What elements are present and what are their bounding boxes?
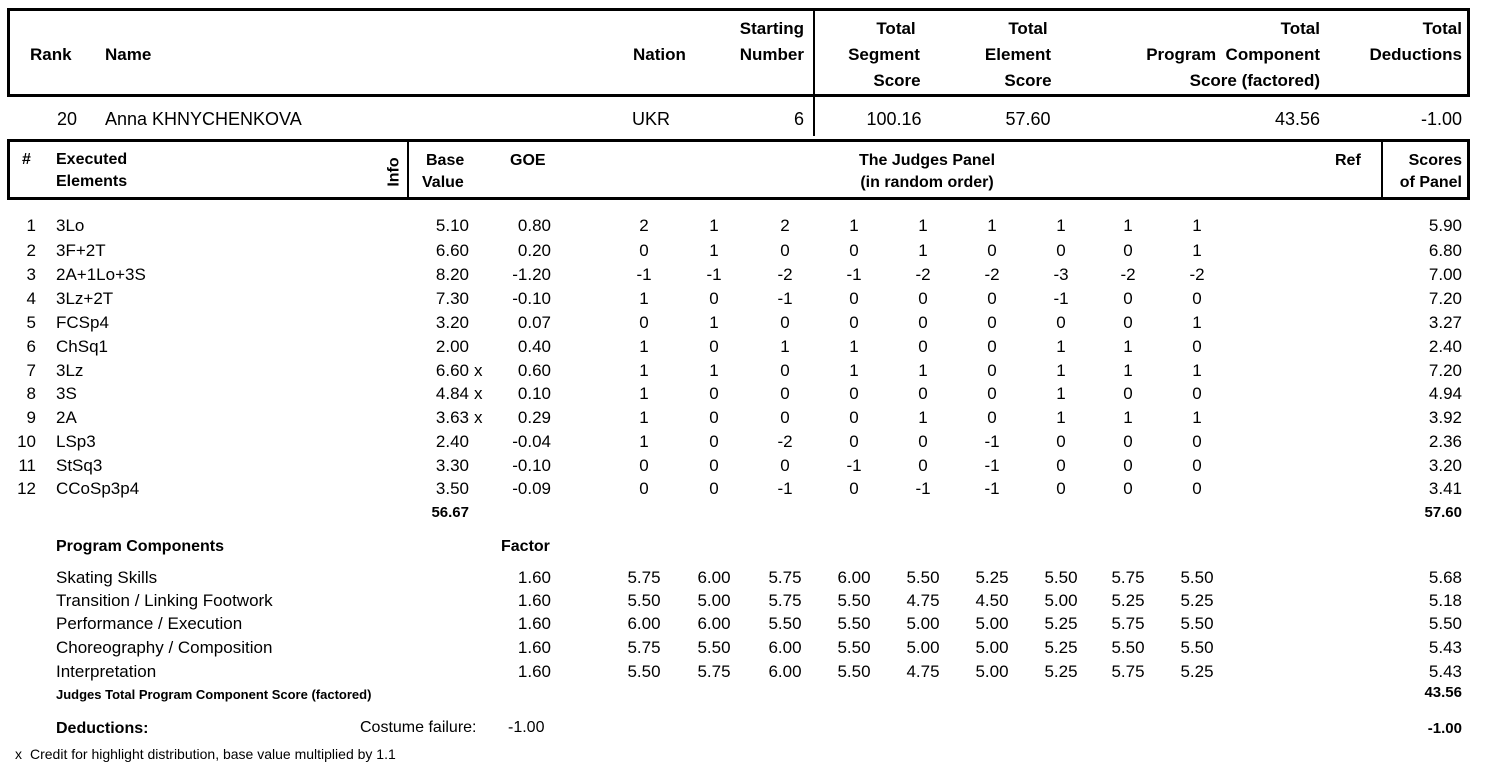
footnote-text: Credit for highlight distribution, base value multiplied by 1.1 bbox=[30, 746, 396, 762]
element-number: 8 bbox=[26, 384, 36, 403]
judge-score: 0 bbox=[709, 456, 719, 475]
judge-score: 0 bbox=[1192, 384, 1202, 403]
element-panel-score: 3.92 bbox=[1428, 408, 1462, 427]
info-header: Info bbox=[385, 157, 403, 187]
component-judge-score: 5.25 bbox=[1044, 614, 1078, 633]
judge-score: -2 bbox=[1120, 265, 1136, 284]
element-name: CCoSp3p4 bbox=[56, 479, 140, 498]
element-panel-score: 6.80 bbox=[1428, 241, 1462, 260]
judge-score: 1 bbox=[1192, 408, 1202, 427]
base-value-header-1: Base bbox=[426, 152, 465, 169]
judge-score: 1 bbox=[918, 408, 928, 427]
component-judge-score: 5.75 bbox=[627, 568, 661, 587]
judge-score: 0 bbox=[987, 289, 997, 308]
element-base-value: 3.20 bbox=[435, 313, 469, 332]
element-number: 6 bbox=[26, 337, 36, 356]
component-name: Skating Skills bbox=[56, 568, 158, 587]
component-judge-score: 5.75 bbox=[697, 662, 731, 681]
judge-score: 1 bbox=[1056, 216, 1066, 235]
element-panel-score: 5.90 bbox=[1428, 216, 1462, 235]
judge-score: 0 bbox=[780, 313, 790, 332]
component-judge-score: 5.00 bbox=[975, 614, 1009, 633]
elements-header-box bbox=[7, 139, 1470, 200]
judge-score: 1 bbox=[639, 408, 649, 427]
component-judge-score: 6.00 bbox=[768, 638, 802, 657]
judge-score: 1 bbox=[709, 313, 719, 332]
component-judge-score: 5.00 bbox=[1044, 591, 1078, 610]
component-judge-score: 5.50 bbox=[837, 662, 871, 681]
component-judge-score: 5.00 bbox=[906, 614, 940, 633]
judge-score: 0 bbox=[918, 289, 928, 308]
deductions-total: -1.00 bbox=[1427, 720, 1462, 737]
component-judge-score: 5.75 bbox=[768, 591, 802, 610]
component-judge-score: 5.50 bbox=[906, 568, 940, 587]
component-panel-score: 5.18 bbox=[1428, 591, 1462, 610]
component-judge-score: 4.75 bbox=[906, 662, 940, 681]
judge-score: -1 bbox=[1053, 289, 1069, 308]
judge-score: 0 bbox=[849, 289, 859, 308]
component-judge-score: 5.50 bbox=[837, 614, 871, 633]
judge-score: -1 bbox=[777, 479, 793, 498]
judge-score: 0 bbox=[1192, 289, 1202, 308]
judge-score: -1 bbox=[777, 289, 793, 308]
skater-name: Anna KHNYCHENKOVA bbox=[105, 109, 302, 129]
judge-score: 0 bbox=[780, 408, 790, 427]
executed-header-2: Elements bbox=[56, 173, 128, 190]
component-panel-score: 5.68 bbox=[1428, 568, 1462, 587]
element-panel-score: 7.20 bbox=[1428, 289, 1462, 308]
judge-score: 0 bbox=[987, 313, 997, 332]
component-factor: 1.60 bbox=[517, 568, 551, 587]
tes-header-1: Total bbox=[1008, 19, 1048, 38]
element-goe: -0.10 bbox=[512, 456, 551, 475]
judge-score: 0 bbox=[849, 313, 859, 332]
pcs-header-3: Score (factored) bbox=[1189, 71, 1320, 90]
judge-score: 0 bbox=[1123, 479, 1133, 498]
judge-score: 0 bbox=[1056, 432, 1066, 451]
judge-score: 0 bbox=[849, 432, 859, 451]
judge-score: 0 bbox=[918, 432, 928, 451]
judge-score: 0 bbox=[918, 313, 928, 332]
component-judge-score: 4.75 bbox=[906, 591, 940, 610]
element-name: FCSp4 bbox=[56, 313, 109, 332]
component-name: Choreography / Composition bbox=[56, 638, 273, 657]
element-goe: -0.09 bbox=[512, 479, 551, 498]
judge-score: 0 bbox=[987, 241, 997, 260]
judge-score: 0 bbox=[709, 408, 719, 427]
element-name: ChSq1 bbox=[56, 337, 108, 356]
judge-score: -1 bbox=[915, 479, 931, 498]
skater-total-element-score: 57.60 bbox=[1005, 109, 1051, 129]
component-judge-score: 5.00 bbox=[975, 638, 1009, 657]
pcs-header-2: Program Component bbox=[1146, 45, 1320, 64]
judge-score: -1 bbox=[984, 479, 1000, 498]
judge-score: 0 bbox=[780, 456, 790, 475]
judge-score: -1 bbox=[846, 456, 862, 475]
element-panel-score: 2.40 bbox=[1428, 337, 1462, 356]
components-total-value: 43.56 bbox=[1424, 684, 1462, 701]
judge-score: 1 bbox=[849, 216, 859, 235]
judge-score: -1 bbox=[984, 432, 1000, 451]
element-goe: 0.40 bbox=[517, 337, 551, 356]
judge-score: 1 bbox=[1192, 241, 1202, 260]
component-judge-score: 5.25 bbox=[1044, 662, 1078, 681]
component-judge-score: 6.00 bbox=[768, 662, 802, 681]
judge-score: 0 bbox=[1123, 456, 1133, 475]
element-name: 3Lz+2T bbox=[56, 289, 114, 308]
component-judge-score: 5.75 bbox=[768, 568, 802, 587]
judge-score: 0 bbox=[987, 337, 997, 356]
component-panel-score: 5.50 bbox=[1428, 614, 1462, 633]
judge-score: 0 bbox=[1123, 313, 1133, 332]
element-base-value: 3.63 bbox=[435, 408, 469, 427]
judge-score: 0 bbox=[1056, 241, 1066, 260]
judge-score: 0 bbox=[1192, 432, 1202, 451]
elements-header-divider-left bbox=[407, 139, 409, 200]
judge-score: 0 bbox=[709, 337, 719, 356]
element-goe: -1.20 bbox=[512, 265, 551, 284]
judge-score: 0 bbox=[639, 479, 649, 498]
scores-of-panel-header-2: of Panel bbox=[1399, 174, 1462, 191]
component-judge-score: 5.00 bbox=[697, 591, 731, 610]
component-judge-score: 6.00 bbox=[837, 568, 871, 587]
judge-score: 1 bbox=[1123, 361, 1133, 380]
judge-score: 1 bbox=[780, 337, 790, 356]
scores-of-panel-total: 57.60 bbox=[1424, 504, 1462, 521]
element-goe: 0.07 bbox=[517, 313, 551, 332]
element-number: 4 bbox=[26, 289, 36, 308]
judge-score: 1 bbox=[639, 289, 649, 308]
judge-score: 0 bbox=[1123, 432, 1133, 451]
judge-score: 1 bbox=[639, 361, 649, 380]
judge-score: -3 bbox=[1053, 265, 1069, 284]
deductions-header-1: Total bbox=[1422, 19, 1462, 38]
judge-score: -2 bbox=[915, 265, 931, 284]
judge-score: -2 bbox=[777, 432, 793, 451]
tss-header-1: Total bbox=[876, 19, 916, 38]
judge-score: 0 bbox=[1123, 384, 1133, 403]
judge-score: 0 bbox=[709, 479, 719, 498]
judge-score: 0 bbox=[1123, 241, 1133, 260]
name-header: Name bbox=[105, 45, 152, 64]
element-base-value: 4.84 bbox=[435, 384, 469, 403]
judge-score: 1 bbox=[1123, 337, 1133, 356]
judge-score: -2 bbox=[777, 265, 793, 284]
judge-score: 0 bbox=[849, 408, 859, 427]
program-components-title: Program Components bbox=[56, 538, 225, 555]
skater-total-pcs: 43.56 bbox=[1274, 109, 1320, 129]
skater-nation: UKR bbox=[632, 109, 671, 129]
element-goe: 0.20 bbox=[517, 241, 551, 260]
element-x-marker: x bbox=[474, 361, 483, 380]
component-judge-score: 4.50 bbox=[975, 591, 1009, 610]
judge-score: 0 bbox=[709, 384, 719, 403]
num-header: # bbox=[22, 151, 31, 168]
judge-score: 1 bbox=[1192, 361, 1202, 380]
judge-score: 1 bbox=[918, 361, 928, 380]
element-goe: 0.80 bbox=[517, 216, 551, 235]
judge-score: 1 bbox=[709, 241, 719, 260]
component-judge-score: 5.25 bbox=[975, 568, 1009, 587]
goe-header: GOE bbox=[510, 152, 546, 169]
judge-score: 1 bbox=[1056, 337, 1066, 356]
judge-score: 1 bbox=[987, 216, 997, 235]
judge-score: 1 bbox=[639, 337, 649, 356]
judges-panel-header-2: (in random order) bbox=[860, 174, 994, 191]
judge-score: 2 bbox=[639, 216, 649, 235]
deductions-label: Deductions: bbox=[56, 720, 149, 737]
component-judge-score: 5.75 bbox=[627, 638, 661, 657]
component-factor: 1.60 bbox=[517, 662, 551, 681]
judge-score: 1 bbox=[1192, 216, 1202, 235]
element-base-value: 6.60 bbox=[435, 241, 469, 260]
element-panel-score: 4.94 bbox=[1428, 384, 1462, 403]
executed-header-1: Executed bbox=[56, 151, 128, 168]
judge-score: 0 bbox=[780, 241, 790, 260]
component-judge-score: 5.25 bbox=[1180, 662, 1214, 681]
element-name: 3S bbox=[56, 384, 77, 403]
element-x-marker: x bbox=[474, 408, 483, 427]
element-number: 7 bbox=[26, 361, 36, 380]
judge-score: 0 bbox=[849, 384, 859, 403]
ref-header: Ref bbox=[1335, 152, 1361, 169]
judge-score: 1 bbox=[709, 216, 719, 235]
component-judge-score: 5.00 bbox=[906, 638, 940, 657]
judge-score: 1 bbox=[918, 241, 928, 260]
judge-score: 0 bbox=[987, 408, 997, 427]
component-name: Transition / Linking Footwork bbox=[56, 591, 273, 610]
judge-score: 1 bbox=[1056, 361, 1066, 380]
element-panel-score: 7.00 bbox=[1428, 265, 1462, 284]
component-judge-score: 5.50 bbox=[627, 662, 661, 681]
tss-header-2: Segment bbox=[848, 45, 920, 64]
component-judge-score: 5.25 bbox=[1180, 591, 1214, 610]
element-base-value: 2.40 bbox=[435, 432, 469, 451]
component-panel-score: 5.43 bbox=[1428, 638, 1462, 657]
component-factor: 1.60 bbox=[517, 591, 551, 610]
element-goe: 0.60 bbox=[517, 361, 551, 380]
pcs-header-1: Total bbox=[1280, 19, 1320, 38]
judge-score: -1 bbox=[846, 265, 862, 284]
judge-score: 1 bbox=[1056, 408, 1066, 427]
element-name: LSp3 bbox=[56, 432, 96, 451]
tes-header-3: Score bbox=[1004, 71, 1052, 90]
judge-score: 0 bbox=[1192, 456, 1202, 475]
element-panel-score: 3.20 bbox=[1428, 456, 1462, 475]
element-number: 3 bbox=[26, 265, 36, 284]
scores-of-panel-header-1: Scores bbox=[1408, 152, 1462, 169]
base-value-header-2: Value bbox=[422, 174, 464, 191]
judge-score: 0 bbox=[639, 241, 649, 260]
components-total-label: Judges Total Program Component Score (factored) bbox=[56, 687, 372, 702]
element-base-value: 3.50 bbox=[435, 479, 469, 498]
component-judge-score: 5.50 bbox=[1111, 638, 1145, 657]
deduction-item-label: Costume failure: bbox=[360, 719, 477, 736]
judge-score: 0 bbox=[1056, 479, 1066, 498]
component-factor: 1.60 bbox=[517, 614, 551, 633]
component-judge-score: 5.50 bbox=[837, 638, 871, 657]
judge-score: 1 bbox=[639, 432, 649, 451]
judge-score: 2 bbox=[780, 216, 790, 235]
tss-header-3: Score bbox=[873, 71, 921, 90]
judges-panel-header-1: The Judges Panel bbox=[858, 152, 996, 169]
judge-score: -1 bbox=[984, 456, 1000, 475]
judge-score: 0 bbox=[1192, 479, 1202, 498]
element-base-value: 5.10 bbox=[435, 216, 469, 235]
element-number: 12 bbox=[17, 479, 36, 498]
component-judge-score: 5.75 bbox=[1111, 614, 1145, 633]
component-judge-score: 5.75 bbox=[1111, 568, 1145, 587]
skater-total-segment-score: 100.16 bbox=[866, 109, 922, 129]
judge-score: 0 bbox=[709, 432, 719, 451]
judge-score: 0 bbox=[849, 479, 859, 498]
component-judge-score: 5.50 bbox=[1044, 568, 1078, 587]
judge-score: -1 bbox=[636, 265, 652, 284]
element-goe: 0.10 bbox=[517, 384, 551, 403]
element-base-value: 8.20 bbox=[435, 265, 469, 284]
component-name: Performance / Execution bbox=[56, 614, 243, 633]
element-panel-score: 2.36 bbox=[1428, 432, 1462, 451]
element-goe: 0.29 bbox=[517, 408, 551, 427]
element-panel-score: 3.27 bbox=[1428, 313, 1462, 332]
footnote-marker: x bbox=[15, 746, 22, 762]
judge-score: 1 bbox=[1123, 408, 1133, 427]
component-judge-score: 5.50 bbox=[1180, 614, 1214, 633]
element-name: 2A+1Lo+3S bbox=[56, 265, 146, 284]
judge-score: 1 bbox=[709, 361, 719, 380]
judge-score: 1 bbox=[1123, 216, 1133, 235]
element-base-value: 3.30 bbox=[435, 456, 469, 475]
header-divider bbox=[813, 8, 815, 136]
element-name: 3Lz bbox=[56, 361, 84, 380]
rank-header: Rank bbox=[30, 45, 72, 64]
element-name: 3F+2T bbox=[56, 241, 106, 260]
element-name: 2A bbox=[56, 408, 77, 427]
judge-score: 1 bbox=[918, 216, 928, 235]
judge-score: 0 bbox=[639, 456, 649, 475]
judge-score: 0 bbox=[1056, 313, 1066, 332]
component-judge-score: 5.50 bbox=[1180, 568, 1214, 587]
deduction-item-value: -1.00 bbox=[508, 719, 545, 736]
nation-header: Nation bbox=[633, 45, 686, 64]
judge-score: 1 bbox=[639, 384, 649, 403]
element-name: 3Lo bbox=[56, 216, 85, 235]
element-base-value: 7.30 bbox=[435, 289, 469, 308]
judge-score: 0 bbox=[709, 289, 719, 308]
elements-header-divider-right bbox=[1381, 139, 1383, 200]
component-name: Interpretation bbox=[56, 662, 157, 681]
element-x-marker: x bbox=[474, 384, 483, 403]
judge-score: 0 bbox=[918, 456, 928, 475]
element-number: 10 bbox=[17, 432, 36, 451]
judge-score: 0 bbox=[849, 241, 859, 260]
component-judge-score: 5.50 bbox=[837, 591, 871, 610]
judge-score: 1 bbox=[1192, 313, 1202, 332]
judge-score: 0 bbox=[639, 313, 649, 332]
element-number: 11 bbox=[18, 456, 36, 475]
component-judge-score: 5.75 bbox=[1111, 662, 1145, 681]
tes-header-2: Element bbox=[984, 45, 1052, 64]
judge-score: 0 bbox=[987, 384, 997, 403]
factor-header: Factor bbox=[501, 538, 550, 555]
judge-score: -2 bbox=[984, 265, 1000, 284]
component-judge-score: 5.00 bbox=[975, 662, 1009, 681]
element-goe: -0.04 bbox=[512, 432, 551, 451]
component-judge-score: 6.00 bbox=[697, 614, 731, 633]
deductions-header-2: Deductions bbox=[1369, 45, 1462, 64]
component-judge-score: 5.50 bbox=[627, 591, 661, 610]
element-base-value: 6.60 bbox=[435, 361, 469, 380]
element-number: 2 bbox=[26, 241, 36, 260]
judge-score: 0 bbox=[1056, 456, 1066, 475]
judge-score: 1 bbox=[1056, 384, 1066, 403]
judge-score: 0 bbox=[780, 361, 790, 380]
element-number: 9 bbox=[26, 408, 36, 427]
element-number: 1 bbox=[26, 216, 36, 235]
starting-number-header-2: Number bbox=[739, 45, 804, 64]
element-panel-score: 7.20 bbox=[1428, 361, 1462, 380]
judge-score: 0 bbox=[780, 384, 790, 403]
element-goe: -0.10 bbox=[512, 289, 551, 308]
starting-number-header: Starting bbox=[739, 19, 804, 38]
skater-total-deductions: -1.00 bbox=[1420, 109, 1462, 129]
element-panel-score: 3.41 bbox=[1428, 479, 1462, 498]
element-base-value: 2.00 bbox=[435, 337, 469, 356]
component-judge-score: 6.00 bbox=[697, 568, 731, 587]
judge-score: -1 bbox=[706, 265, 722, 284]
component-judge-score: 5.50 bbox=[768, 614, 802, 633]
component-judge-score: 5.50 bbox=[697, 638, 731, 657]
skater-rank: 20 bbox=[57, 109, 78, 129]
element-name: StSq3 bbox=[56, 456, 103, 475]
base-value-total: 56.67 bbox=[431, 504, 469, 521]
component-judge-score: 5.25 bbox=[1044, 638, 1078, 657]
component-judge-score: 6.00 bbox=[627, 614, 661, 633]
skater-starting-number: 6 bbox=[793, 109, 804, 129]
judge-score: 0 bbox=[1123, 289, 1133, 308]
component-judge-score: 5.25 bbox=[1111, 591, 1145, 610]
judge-score: 0 bbox=[918, 337, 928, 356]
component-panel-score: 5.43 bbox=[1428, 662, 1462, 681]
judge-score: 1 bbox=[849, 361, 859, 380]
judge-score: 1 bbox=[849, 337, 859, 356]
component-judge-score: 5.50 bbox=[1180, 638, 1214, 657]
judge-score: 0 bbox=[1192, 337, 1202, 356]
judge-score: -2 bbox=[1189, 265, 1205, 284]
component-factor: 1.60 bbox=[517, 638, 551, 657]
element-number: 5 bbox=[26, 313, 36, 332]
judge-score: 0 bbox=[918, 384, 928, 403]
judge-score: 0 bbox=[987, 361, 997, 380]
